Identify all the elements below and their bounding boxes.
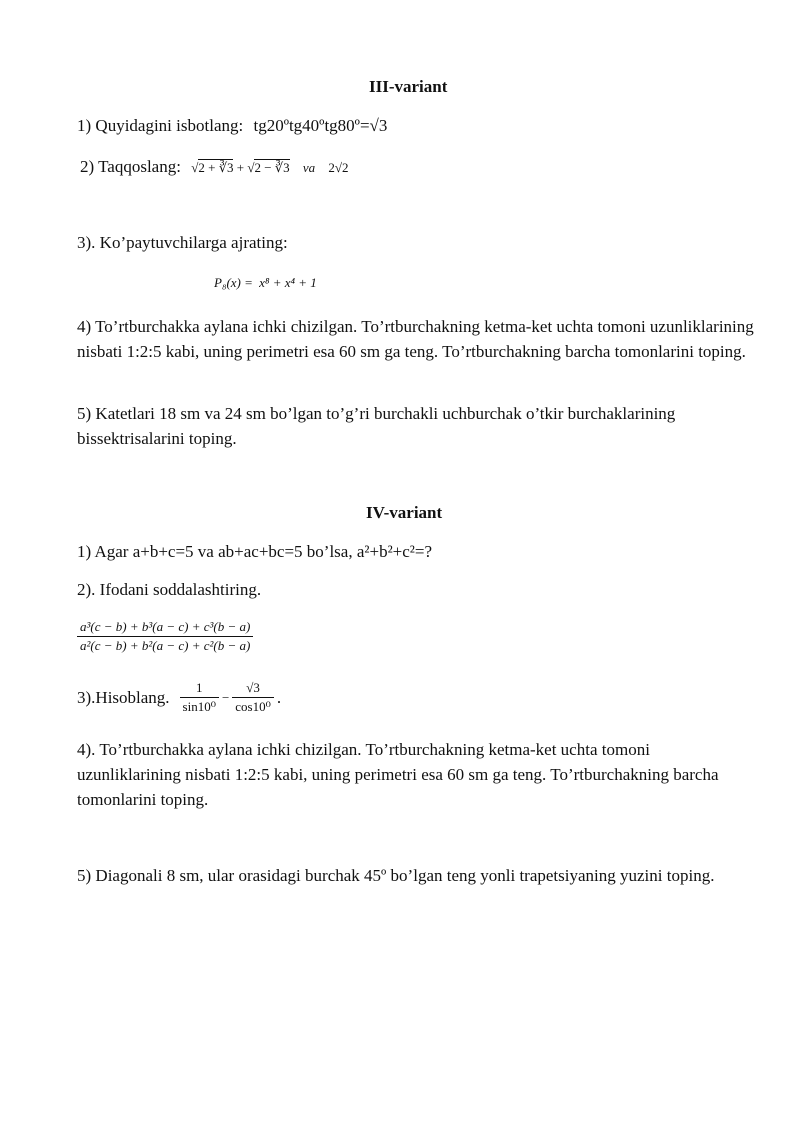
variant-3-title: III-variant bbox=[369, 77, 448, 96]
v4-q3-text: 3).Hisoblang. bbox=[77, 687, 170, 707]
v3-q3-rhs: x⁸ + x⁴ + 1 bbox=[259, 275, 317, 290]
v4-q2-numerator: a³(c − b) + b³(a − c) + c³(b − a) bbox=[77, 619, 253, 637]
v4-q2-text: 2). Ifodani soddalashtiring. bbox=[77, 580, 262, 599]
v3-q2-text: 2) Taqqoslang: bbox=[80, 157, 181, 176]
v4-q3-frac1-numerator: 1 bbox=[180, 680, 219, 698]
v3-q2-plus: + bbox=[236, 160, 245, 175]
v4-question-1: 1) Agar a+b+c=5 va ab+ac+bc=5 bo’lsa, a²+b²+c²=? bbox=[77, 542, 433, 561]
v3-question-2 bbox=[80, 157, 349, 177]
v4-question-3 bbox=[77, 680, 281, 715]
v4-q2-denominator: a²(c − b) + b²(a − c) + c²(b − a) bbox=[80, 638, 251, 653]
v3-q2-radicand-1: 2 + ∛3 bbox=[198, 160, 234, 175]
v3-question-4: 4) To’rtburchakka aylana ichki chizilgan. To’rtburchakning ketma-ket uchta tomoni uzunliklarining nisbati 1:2:5 kabi, uning perimetri esa 60 sm ga teng. To’rtburchakning barcha tomonlarini toping. bbox=[77, 317, 754, 361]
v3-q1-text: 1) Quyidagini isbotlang: bbox=[77, 116, 244, 135]
v3-q2-radicand-2: 2 − ∛3 bbox=[254, 160, 290, 175]
variant-4-title: IV-variant bbox=[366, 503, 443, 522]
v3-q2-rhs: 2√2 bbox=[328, 160, 349, 175]
v4-q3-minus: − bbox=[221, 689, 230, 705]
v4-question-5: 5) Diagonali 8 sm, ular orasidagi burchak 45º bo’lgan teng yonli trapetsiyaning yuzini toping. bbox=[77, 866, 715, 885]
v3-q3-formula bbox=[214, 275, 317, 291]
v3-q1-expression: tg20ºtg40ºtg80º=√3 bbox=[253, 116, 388, 135]
v3-q2-va: va bbox=[302, 160, 316, 175]
v3-q3-lhs: P₈(x) = bbox=[214, 275, 253, 290]
v4-q2-fraction bbox=[77, 619, 253, 654]
v4-q3-fraction-1 bbox=[180, 680, 219, 715]
v4-q3-period: . bbox=[276, 687, 282, 707]
v4-question-4: 4). To’rtburchakka aylana ichki chizilgan. To’rtburchakning ketma-ket uchta tomoni uzunliklarining nisbati 1:2:5 kabi, uning perimetri esa 60 sm ga teng. To’rtburchakning barcha tomonlarini toping. bbox=[77, 740, 719, 809]
v3-question-5: 5) Katetlari 18 sm va 24 sm bo’lgan to’g’ri burchakli uchburchak o’tkir burchaklarining bissektrisalarini toping. bbox=[77, 404, 676, 448]
v4-q3-fraction-2 bbox=[232, 680, 274, 715]
v4-q3-frac1-denominator: sin10⁰ bbox=[182, 699, 216, 714]
v3-q2-expression: √2 + ∛3 + √2 − ∛3 va 2√2 bbox=[191, 160, 349, 175]
v4-q3-frac2-numerator: √3 bbox=[232, 680, 274, 698]
v3-question-1 bbox=[77, 116, 387, 136]
v4-q3-frac2-denominator: cos10⁰ bbox=[235, 699, 271, 714]
v3-q3-text: 3). Ko’paytuvchilarga ajrating: bbox=[77, 233, 288, 252]
